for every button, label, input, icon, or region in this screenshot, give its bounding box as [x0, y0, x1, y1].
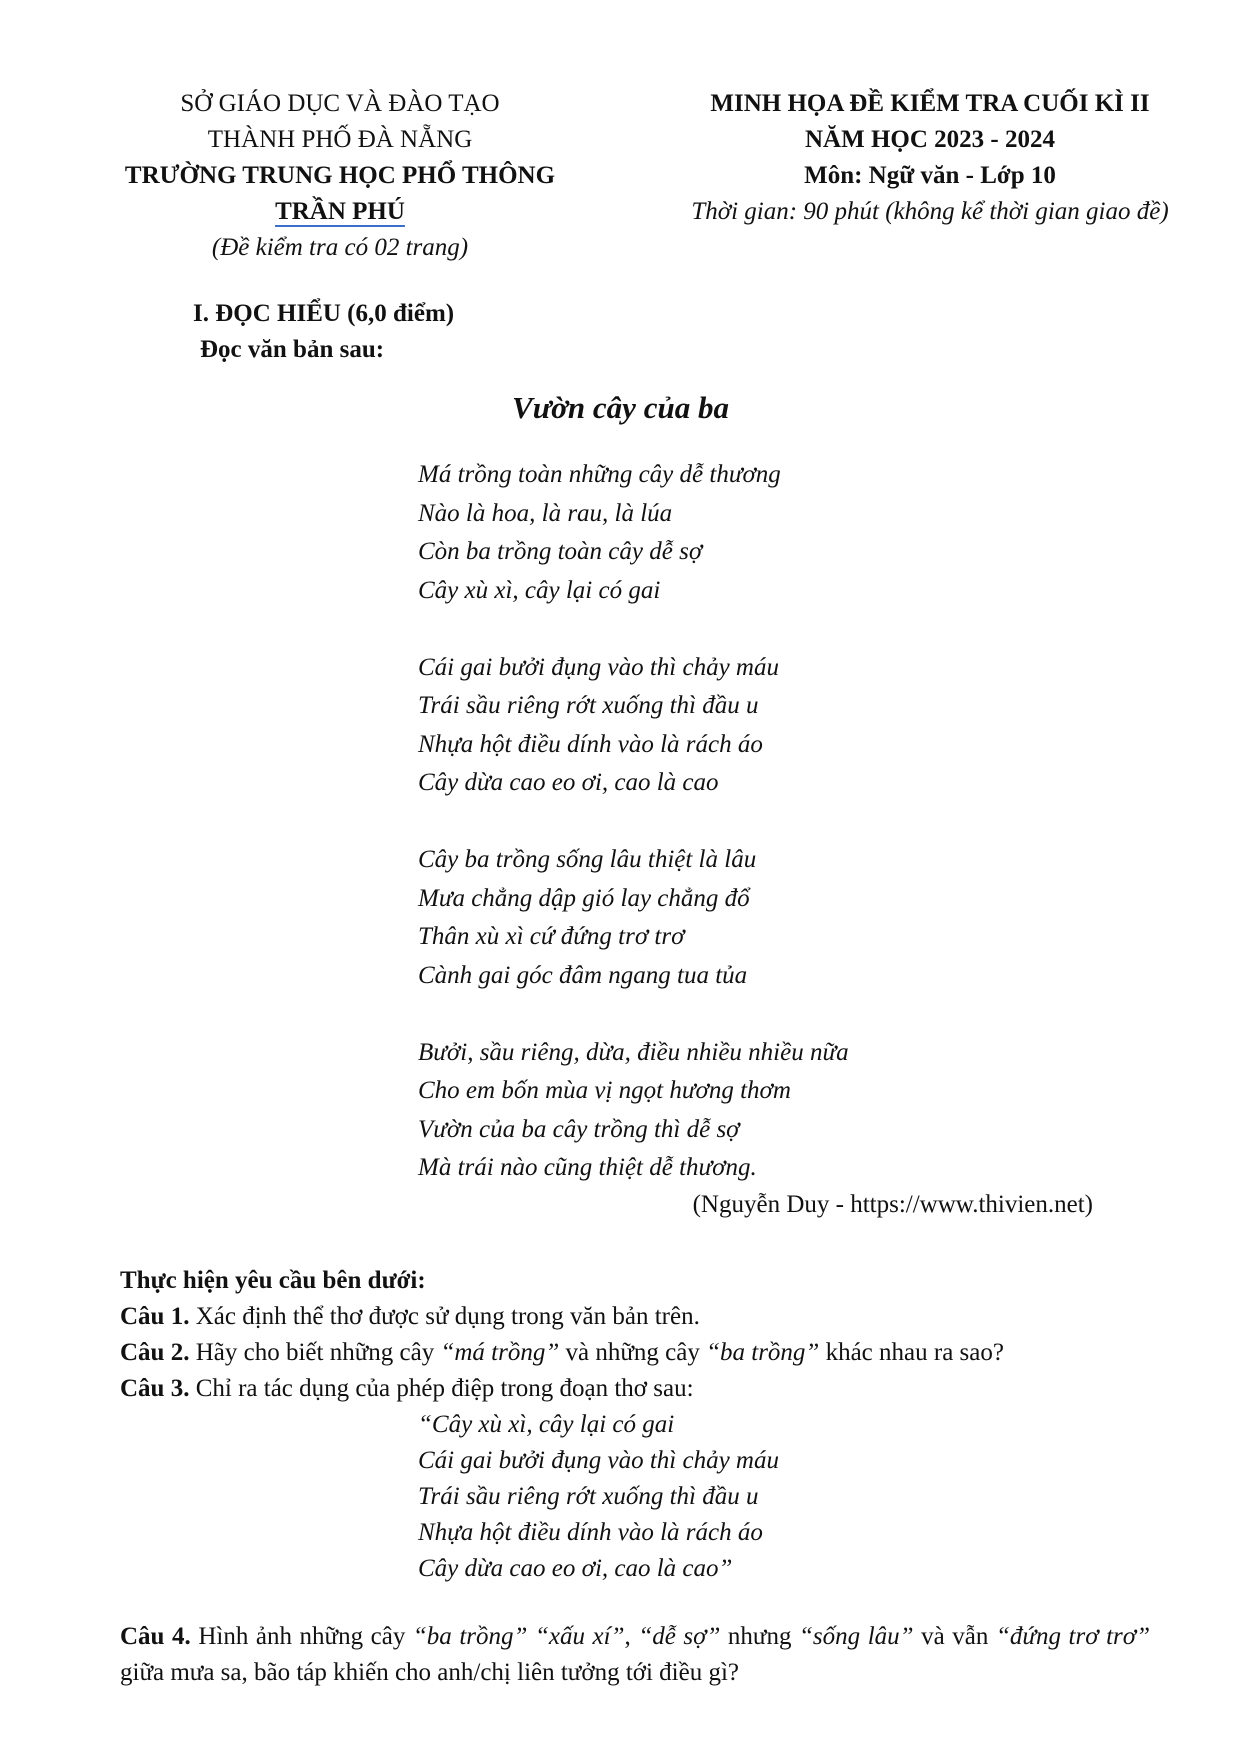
question-1 [120, 1299, 1150, 1335]
quoted-term: “xấu xí” [535, 1623, 625, 1650]
question-text: khác nhau ra sao? [819, 1339, 1004, 1366]
question-text: và những cây [559, 1339, 707, 1366]
questions-block [120, 1263, 1150, 1691]
poem-source: (Nguyễn Duy - https://www.thivien.net) [692, 1191, 1093, 1218]
poem-line: Cái gai bưởi đụng vào thì chảy máu [418, 653, 779, 681]
poem-line: Bưởi, sầu riêng, dừa, điều nhiều nhiều nữa [418, 1038, 849, 1066]
quote-line: Nhựa hột điều dính vào là rách áo [418, 1519, 763, 1546]
question-2 [120, 1335, 1150, 1371]
quoted-term: “đứng trơ trơ” [995, 1623, 1151, 1650]
question-label: Câu 1. [120, 1303, 190, 1330]
question-3 [120, 1371, 1150, 1407]
question-text: Hình ảnh những cây [190, 1623, 413, 1650]
question-text: và vẫn [913, 1623, 996, 1650]
question-4 [120, 1619, 1150, 1691]
time-note: Thời gian: 90 phút (không kể thời gian giao đề) [691, 198, 1169, 225]
questions-heading: Thực hiện yêu cầu bên dưới: [120, 1267, 426, 1294]
poem-line: Nào là hoa, là rau, là lúa [418, 499, 673, 527]
question-text: Chỉ ra tác dụng của phép điệp trong đoạn thơ sau: [189, 1375, 694, 1402]
poem-line: Cho em bốn mùa vị ngọt hương thơm [418, 1077, 791, 1104]
school-name: TRẦN PHÚ [275, 198, 405, 225]
poem-stanza [418, 841, 849, 995]
poem-line: Trái sầu riêng rớt xuống thì đầu u [418, 692, 759, 719]
question-text: giữa mưa sa, bão táp khiến cho anh/chị liên tưởng tới điều gì? [120, 1659, 740, 1686]
poem-line: Cành gai góc đâm ngang tua tủa [418, 961, 748, 989]
poem-stanza [418, 456, 849, 610]
school-header [90, 86, 590, 266]
poem-line: Thân xù xì cứ đứng trơ trơ [418, 923, 685, 950]
poem-stanza [418, 649, 849, 803]
quote-line: Trái sầu riêng rớt xuống thì đầu u [418, 1483, 759, 1510]
quoted-term: “dễ sợ” [638, 1623, 721, 1650]
question-text: , [624, 1623, 639, 1650]
question-label: Câu 4. [120, 1623, 191, 1650]
poem-stanza [418, 1034, 849, 1188]
poem-line: Má trồng toàn những cây dễ thương [418, 461, 781, 488]
exam-title: MINH HỌA ĐỀ KIỂM TRA CUỐI KÌ II [710, 90, 1150, 117]
city-line: THÀNH PHỐ ĐÀ NẴNG [207, 126, 473, 153]
quote-line: Cây dừa cao eo ơi, cao là cao” [418, 1555, 733, 1582]
quoted-term: “sống lâu” [799, 1623, 914, 1650]
poem-line: Mưa chẳng dập gió lay chẳng đổ [418, 884, 750, 912]
page-count-note: (Đề kiểm tra có 02 trang) [211, 234, 469, 261]
poem-line: Cây dừa cao eo ơi, cao là cao [418, 769, 719, 796]
section-title: I. ĐỌC HIỂU (6,0 điểm) [193, 300, 455, 327]
poem-line: Còn ba trồng toàn cây dễ sợ [418, 538, 703, 565]
quoted-stanza [418, 1407, 1150, 1587]
school-type-line: TRƯỜNG TRUNG HỌC PHỔ THÔNG [124, 162, 556, 189]
poem-line: Vườn của ba cây trồng thì dễ sợ [418, 1115, 740, 1143]
question-text: Hãy cho biết những cây [189, 1339, 441, 1366]
quote-line: “Cây xù xì, cây lại có gai [418, 1411, 675, 1438]
subject-line: Môn: Ngữ văn - Lớp 10 [804, 162, 1056, 189]
poem-line: Mà trái nào cũng thiệt dễ thương. [418, 1154, 757, 1181]
school-year: NĂM HỌC 2023 - 2024 [805, 126, 1055, 153]
question-label: Câu 2. [120, 1339, 190, 1366]
question-text [527, 1623, 535, 1650]
quoted-term: “má trồng” [440, 1339, 560, 1366]
question-text: Xác định thể thơ được sử dụng trong văn bản trên. [189, 1303, 700, 1330]
poem-line: Nhựa hột điều dính vào là rách áo [418, 730, 763, 758]
read-instruction: Đọc văn bản sau: [200, 336, 385, 363]
department-line: SỞ GIÁO DỤC VÀ ĐÀO TẠO [180, 90, 500, 117]
poem-line: Cây ba trồng sống lâu thiệt là lâu [418, 846, 757, 873]
question-text: nhưng [720, 1623, 800, 1650]
exam-header [640, 86, 1220, 230]
quoted-term: “ba trồng” [706, 1339, 820, 1366]
question-label: Câu 3. [120, 1375, 190, 1402]
quoted-term: “ba trồng” [412, 1623, 528, 1650]
poem-title: Vườn cây của ba [512, 390, 729, 425]
poem-line: Cây xù xì, cây lại có gai [418, 576, 661, 604]
quote-line: Cái gai bưởi đụng vào thì chảy máu [418, 1447, 779, 1474]
poem-body [418, 456, 849, 1188]
